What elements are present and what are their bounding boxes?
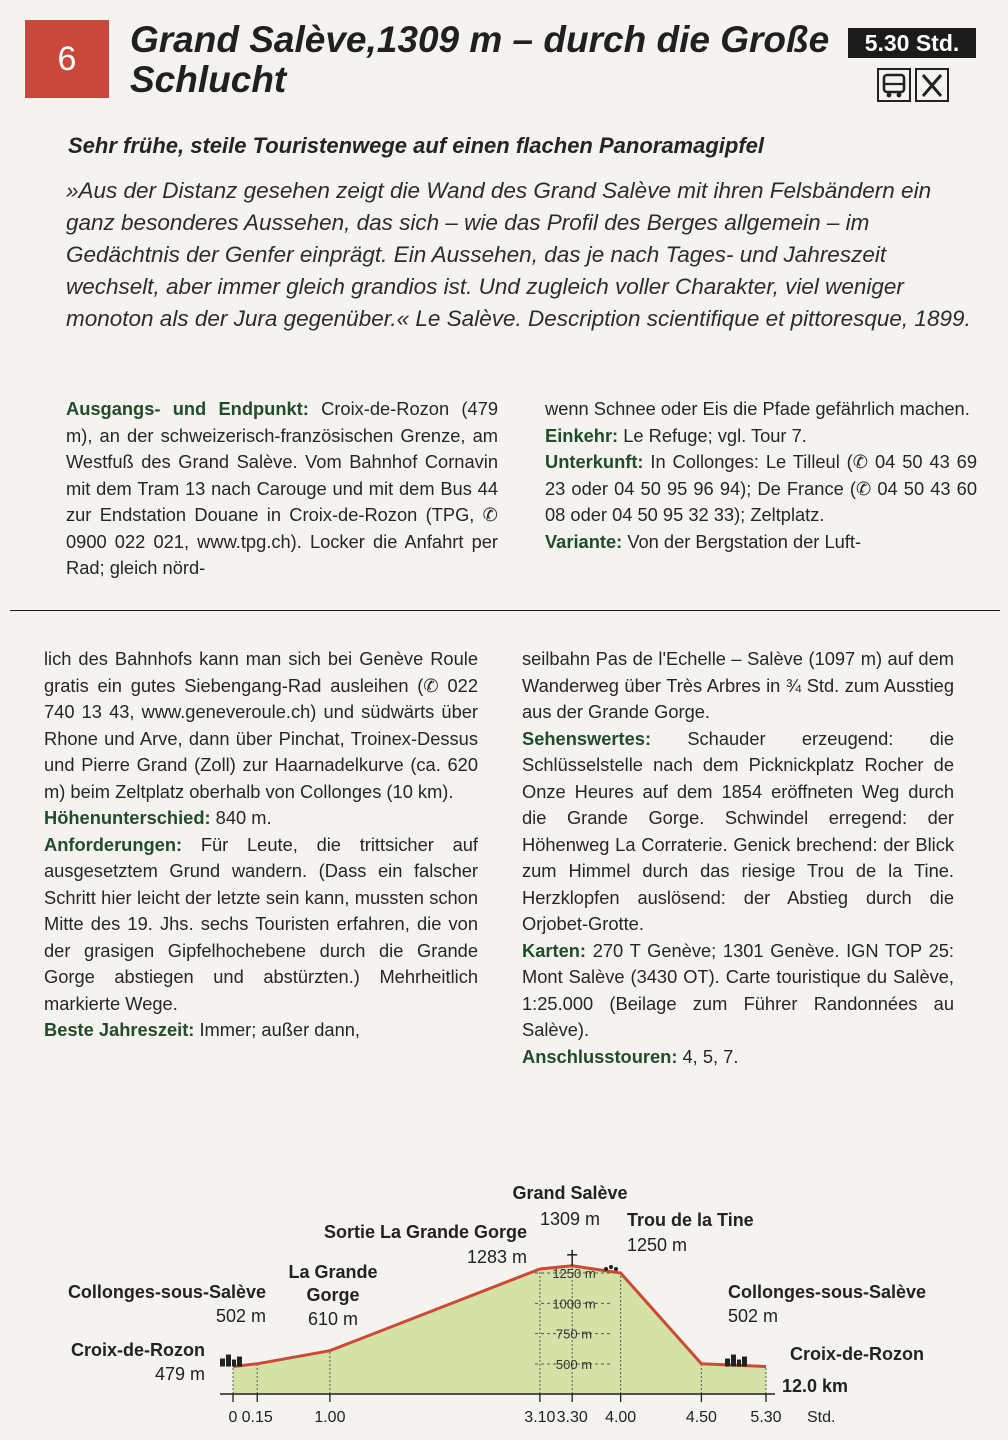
unterkunft-block bbox=[545, 449, 977, 529]
anforderungen-label: Anforderungen: bbox=[44, 833, 183, 855]
village-building bbox=[742, 1357, 747, 1367]
village-building bbox=[226, 1355, 231, 1367]
place-altitude: 1283 m bbox=[466, 1247, 527, 1267]
y-tick-label: 750 m bbox=[555, 1326, 593, 1342]
einkehr-block bbox=[545, 423, 977, 450]
anschluss-text: 4, 5, 7. bbox=[677, 1045, 739, 1067]
place-name-line: La Grande bbox=[288, 1262, 378, 1282]
info-column-1 bbox=[66, 396, 498, 582]
unterkunft-label: Unterkunft: bbox=[545, 451, 644, 472]
einkehr-label: Einkehr: bbox=[545, 424, 619, 446]
anschluss-block bbox=[522, 1044, 954, 1071]
subtitle: Sehr frühe, steile Touristenwege auf einen flachen Panoramagipfel bbox=[68, 133, 765, 158]
duration-badge: 5.30 Std. bbox=[848, 28, 976, 58]
place-name: Collonges-sous-Salève bbox=[728, 1282, 927, 1302]
place-altitude: 1250 m bbox=[627, 1235, 688, 1255]
x-unit-label: Std. bbox=[807, 1409, 836, 1426]
variante-label: Variante: bbox=[545, 530, 623, 552]
fold-divider bbox=[10, 610, 1000, 611]
elevation-profile bbox=[0, 1150, 1008, 1440]
x-tick-label: 0.15 bbox=[241, 1409, 273, 1426]
x-tick-label: 1.00 bbox=[314, 1409, 346, 1426]
place-name: Croix-de-Rozon bbox=[790, 1344, 924, 1364]
place-name: Sortie La Grande Gorge bbox=[323, 1222, 527, 1242]
start-point-text: Croix-de-Rozon (479 m), an der schweizerisch-französischen Grenze, am Westfuß des Grand Salève. Vom Bahnhof Cornavin mit dem Tram 13 nach Carouge und mit dem Bus 44 zur Endstation Douane in Croix-de-Rozon (TPG, ✆ 0900 022 021, www.tpg.ch). Locker die Anfahrt per Rad; gleich nörd- bbox=[66, 398, 498, 578]
continued-text: lich des Bahnhofs kann man sich bei Genève Roule gratis ein gutes Siebengang-Rad ausleihen (✆ 022 740 13 43, www.geneveroule.ch) und südwärts über Rhone und Arve, dann über Pinchat, Troinex-Dessus und Pierre Grand (Zoll) zur Haarnadelkurve (ca. 620 m) beim Zeltplatz oberhalb von Collonges (10 km). bbox=[44, 648, 478, 802]
beste-jahreszeit-block bbox=[44, 1017, 478, 1044]
village-icon bbox=[725, 1355, 747, 1367]
village-icon bbox=[220, 1355, 242, 1367]
karten-label: Karten: bbox=[522, 939, 586, 961]
place-name: Grand Salève bbox=[512, 1183, 628, 1203]
sehenswertes-text: Schauder erzeugend: die Schlüsselstelle nach dem Picknickplatz Rocher de Onze Heures auf dem 1854 eröffneten Weg durch die Grande Gorge. Schwindel erregend: der Höhenweg La Corraterie. Genick brechend: der Blick zum Himmel durch das riesige Trou de la Tine. Herzklopfen auslösend: der Abstieg durch die Orjobet-Grotte. bbox=[522, 727, 954, 934]
continued-text: wenn Schnee oder Eis die Pfade gefährlich machen. bbox=[545, 398, 970, 419]
continued-text-block bbox=[545, 396, 977, 423]
start-point-block bbox=[66, 396, 498, 582]
x-tick-label: 4.50 bbox=[685, 1409, 717, 1426]
place-altitude: 502 m bbox=[728, 1306, 779, 1326]
x-tick-label: 0 bbox=[228, 1409, 238, 1426]
place-altitude: 502 m bbox=[215, 1306, 266, 1326]
hoehe-text: 840 m. bbox=[210, 807, 272, 828]
info-column-3 bbox=[44, 646, 478, 1044]
anschluss-label: Anschlusstouren: bbox=[522, 1045, 678, 1067]
cave-icon bbox=[604, 1267, 608, 1271]
village-building bbox=[220, 1359, 225, 1367]
beste-jahreszeit-text: Immer; außer dann, bbox=[194, 1019, 361, 1040]
karten-text: 270 T Genève; 1301 Genève. IGN TOP 25: Mont Salève (3430 OT). Carte touristique du Salève, 1:25.000 (Beilage zum Führer Randonnées au Salève). bbox=[522, 939, 954, 1040]
continued-text-block bbox=[522, 646, 954, 726]
x-tick-label: 3.10 bbox=[524, 1409, 556, 1426]
einkehr-text: Le Refuge; vgl. Tour 7. bbox=[618, 424, 807, 446]
continued-text: seilbahn Pas de l'Echelle – Salève (1097 m) auf dem Wanderweg über Très Arbres in ¾ Std. zum Ausstieg aus der Grande Gorge. bbox=[522, 648, 954, 722]
restaurant-icon bbox=[915, 68, 949, 102]
intro-quote: »Aus der Distanz gesehen zeigt die Wand des Grand Salève mit ihren Felsbändern ein ganz besonderes Aussehen, das sich – wie das Profil des Berges allgemein – im Gedächtnis der Genfer einprägt. Ein Aussehen, das je nach Tages- und Jahreszeit wechselt, aber immer gleich grandios ist. Und zugleich voller Charakter, viel weniger monoton als der Jura gegenüber.« Le Salève. Description scientifique et pittoresque, 1899. bbox=[66, 178, 971, 331]
unterkunft-text: In Collonges: Le Tilleul (✆ 04 50 43 69 23 oder 04 50 95 96 94); De France (✆ 04 50 43 60 08 oder 04 50 95 32 33); Zeltplatz. bbox=[545, 451, 977, 525]
karten-block bbox=[522, 938, 954, 1044]
cave-icon bbox=[609, 1265, 613, 1269]
place-name: Collonges-sous-Salève bbox=[67, 1282, 266, 1302]
info-column-4 bbox=[522, 646, 954, 1070]
y-tick-label: 1250 m bbox=[552, 1266, 596, 1281]
distance-label: 12.0 km bbox=[782, 1376, 849, 1396]
page-title: Grand Salève,1309 m – durch die Große Schlucht bbox=[130, 19, 830, 100]
hoehe-block bbox=[44, 805, 478, 832]
village-building bbox=[731, 1355, 736, 1367]
sehenswertes-label: Sehenswertes: bbox=[522, 727, 652, 749]
village-building bbox=[232, 1360, 236, 1367]
beste-jahreszeit-label: Beste Jahreszeit: bbox=[44, 1019, 195, 1040]
continued-text-block bbox=[44, 646, 478, 805]
village-building bbox=[725, 1359, 730, 1367]
hoehe-label: Höhenunterschied: bbox=[44, 807, 211, 828]
x-tick-label: 4.00 bbox=[605, 1409, 637, 1426]
info-column-2 bbox=[545, 396, 977, 555]
y-tick-label: 500 m bbox=[555, 1357, 593, 1372]
tour-number-badge: 6 bbox=[25, 20, 109, 98]
place-name-line: Gorge bbox=[306, 1285, 360, 1305]
place-altitude: 479 m bbox=[154, 1364, 205, 1384]
place-name bbox=[288, 1262, 377, 1305]
x-tick-label: 3.30 bbox=[556, 1409, 588, 1426]
sehenswertes-block bbox=[522, 726, 954, 938]
place-altitude: 610 m bbox=[307, 1309, 359, 1329]
village-building bbox=[237, 1357, 242, 1367]
bus-icon bbox=[877, 68, 911, 102]
village-building bbox=[737, 1360, 741, 1367]
place-name: Trou de la Tine bbox=[627, 1210, 754, 1230]
cave-icon bbox=[614, 1267, 618, 1271]
place-altitude: 1309 m bbox=[539, 1209, 601, 1229]
y-tick-label: 1000 m bbox=[552, 1296, 596, 1312]
start-point-label: Ausgangs- und Endpunkt: bbox=[66, 398, 309, 419]
anforderungen-text: Für Leute, die trittsicher auf ausgesetztem Grund wandern. (Dass ein falscher Schritt hier leicht der letzte sein kann, mussten schon Mitte des 19. Jhs. sechs Touristen erfahren, die von der grasigen Gipfelhochebene durch die Grande Gorge abstiegen und abstürzten.) Mehrheitlich markierte Wege. bbox=[44, 833, 478, 1014]
variante-text: Von der Bergstation der Luft- bbox=[622, 530, 862, 552]
variante-block bbox=[545, 529, 977, 556]
x-tick-label: 5.30 bbox=[750, 1409, 782, 1426]
anforderungen-block bbox=[44, 832, 478, 1018]
place-name: Croix-de-Rozon bbox=[71, 1340, 205, 1360]
facility-icons bbox=[877, 68, 949, 102]
